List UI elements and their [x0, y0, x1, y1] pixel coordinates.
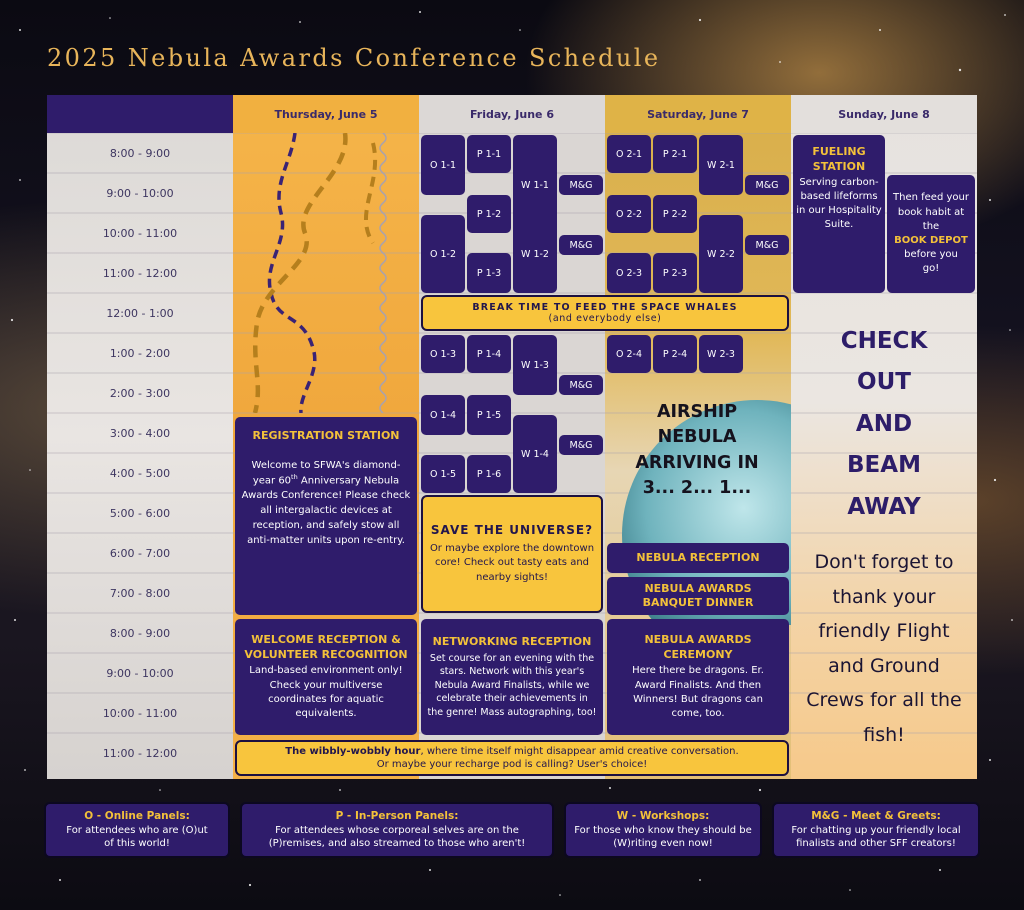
wavy-lines-decoration: [233, 133, 419, 413]
fueling-body: Serving carbon-based lifeforms in our Hospitality Suite.: [796, 176, 882, 231]
legend-in-person-panels: [240, 802, 554, 858]
book-depot-pre: Then feed your book habit at the: [893, 192, 969, 232]
fueling-station-panel[interactable]: [793, 135, 885, 293]
session-tile[interactable]: W 2-1: [699, 135, 743, 195]
session-tile[interactable]: M&G: [559, 235, 603, 255]
session-tile[interactable]: W 2-2: [699, 215, 743, 293]
time-label: 9:00 - 10:00: [106, 186, 174, 200]
friday-header: Friday, June 6: [419, 95, 605, 133]
session-tile[interactable]: M&G: [559, 175, 603, 195]
wibbly-bold: The wibbly-wobbly hour: [285, 745, 421, 757]
session-tile[interactable]: O 1-4: [421, 395, 465, 435]
session-tile[interactable]: P 1-4: [467, 335, 511, 373]
session-tile[interactable]: M&G: [559, 375, 603, 395]
saturday-header: Saturday, June 7: [605, 95, 791, 133]
registration-body: [241, 458, 411, 548]
session-tile[interactable]: P 2-4: [653, 335, 697, 373]
time-label: 8:00 - 9:00: [109, 626, 171, 640]
session-tile[interactable]: P 2-2: [653, 195, 697, 233]
wibbly-line-2: Or maybe your recharge pod is calling? User's choice!: [376, 759, 648, 770]
time-label: 10:00 - 11:00: [102, 706, 178, 720]
thank-crews-text: Don't forget to thank your friendly Flight and Ground Crews for all the fish!: [806, 551, 962, 746]
session-tile[interactable]: W 1-3: [513, 335, 557, 395]
session-tile[interactable]: M&G: [745, 175, 789, 195]
legend-workshops: [564, 802, 762, 858]
legend-meet-and-greets: [772, 802, 980, 858]
session-tile[interactable]: W 1-4: [513, 415, 557, 493]
time-label: 1:00 - 2:00: [109, 346, 171, 360]
networking-body: Set course for an evening with the stars. Network with this year's Nebula Award Finalists, while we celebrate their achievements in the genre! Mass autographing, too!: [427, 652, 597, 718]
legend-title: M&G - Meet & Greets:: [811, 810, 941, 823]
time-label: 11:00 - 12:00: [102, 746, 178, 760]
legend-title: O - Online Panels:: [84, 810, 190, 823]
nebula-reception-title: NEBULA RECEPTION: [636, 550, 760, 564]
time-label: 3:00 - 4:00: [109, 426, 171, 440]
time-label: 5:00 - 6:00: [109, 506, 171, 520]
save-universe-title: SAVE THE UNIVERSE?: [430, 522, 594, 537]
nebula-reception-panel[interactable]: [607, 543, 789, 573]
session-tile[interactable]: M&G: [559, 435, 603, 455]
fueling-title: FUELING STATION: [812, 145, 866, 173]
save-universe-body: Or maybe explore the downtown core! Check out tasty eats and nearby sights!: [429, 542, 595, 583]
ceremony-title: NEBULA AWARDS CEREMONY: [644, 632, 752, 661]
session-tile[interactable]: P 1-3: [467, 253, 511, 293]
break-title: BREAK TIME TO FEED THE SPACE WHALES: [472, 302, 738, 313]
time-label: 4:00 - 5:00: [109, 466, 171, 480]
break-banner: [421, 295, 789, 331]
wibbly-wobbly-banner[interactable]: [235, 740, 789, 776]
session-tile[interactable]: P 1-1: [467, 135, 511, 173]
registration-superscript: th: [291, 472, 298, 481]
ceremony-body: Here there be dragons. Er. Award Finalists. And then Winners! But dragons can come, too.: [632, 665, 764, 720]
session-tile[interactable]: P 2-3: [653, 253, 697, 293]
session-tile[interactable]: W 1-2: [513, 215, 557, 293]
book-depot-panel[interactable]: [887, 175, 975, 293]
session-tile[interactable]: O 1-5: [421, 455, 465, 493]
time-label: 2:00 - 3:00: [109, 386, 171, 400]
banquet-title: NEBULA AWARDS BANQUET DINNER: [642, 582, 754, 609]
registration-body-part: Welcome to SFWA's diamond-year 60: [251, 459, 401, 487]
legend-body: For attendees who are (O)ut of this world!: [66, 824, 208, 850]
legend-body: For those who know they should be (W)riting even now!: [574, 824, 752, 850]
session-tile[interactable]: W 1-1: [513, 135, 557, 235]
registration-title: REGISTRATION STATION: [252, 429, 400, 442]
time-label: 10:00 - 11:00: [102, 226, 178, 240]
session-tile[interactable]: P 2-1: [653, 135, 697, 173]
legend-title: W - Workshops:: [616, 810, 710, 823]
time-label: 12:00 - 1:00: [106, 306, 174, 320]
legend-body: For chatting up your friendly local finalists and other SFF creators!: [791, 824, 961, 850]
networking-reception-panel[interactable]: [421, 619, 603, 735]
time-label: 8:00 - 9:00: [109, 146, 171, 160]
session-tile[interactable]: O 1-3: [421, 335, 465, 373]
time-label: 9:00 - 10:00: [106, 666, 174, 680]
session-tile[interactable]: P 1-6: [467, 455, 511, 493]
time-label: 7:00 - 8:00: [109, 586, 171, 600]
sunday-header: Sunday, June 8: [791, 95, 977, 133]
session-tile[interactable]: W 2-3: [699, 335, 743, 373]
session-tile[interactable]: P 1-2: [467, 195, 511, 233]
wibbly-line-1: [285, 745, 738, 759]
schedule-grid: [47, 95, 977, 779]
session-tile[interactable]: O 2-1: [607, 135, 651, 173]
session-tile[interactable]: M&G: [745, 235, 789, 255]
time-label: 11:00 - 12:00: [102, 266, 178, 280]
book-depot-post: before you go!: [904, 249, 958, 275]
page-title: 2025 Nebula Awards Conference Schedule: [47, 44, 661, 72]
legend-online-panels: [44, 802, 230, 858]
networking-title: NETWORKING RECEPTION: [432, 634, 592, 648]
session-tile[interactable]: O 2-4: [607, 335, 651, 373]
break-subtitle: (and everybody else): [548, 313, 662, 324]
session-tile[interactable]: O 1-1: [421, 135, 465, 195]
session-tile[interactable]: O 2-2: [607, 195, 651, 233]
legend-title: P - In-Person Panels:: [335, 810, 459, 823]
corner-header: [47, 95, 233, 133]
session-tile[interactable]: P 1-5: [467, 395, 511, 435]
check-out-beam-away-text: CHECK OUT AND BEAM AWAY: [840, 328, 928, 520]
registration-station-panel[interactable]: [235, 417, 417, 615]
banquet-dinner-panel[interactable]: [607, 577, 789, 615]
session-tile[interactable]: O 2-3: [607, 253, 651, 293]
thursday-header: Thursday, June 5: [233, 95, 419, 133]
welcome-body: Land-based environment only! Check your multiverse coordinates for aquatic equivalents.: [249, 665, 403, 720]
save-universe-box[interactable]: [421, 495, 603, 613]
welcome-reception-panel[interactable]: [235, 619, 417, 735]
airship-nebula-text: AIRSHIP NEBULA ARRIVING IN 3... 2... 1...: [635, 402, 759, 499]
registration-body-part: Anniversary Nebula Awards Conference! Please check all intergalactic devices at reception, and safely stow all anti-matter units upon re-entry.: [241, 475, 411, 547]
wibbly-rest: , where time itself might disappear amid creative conversation.: [420, 745, 739, 757]
book-depot-highlight: BOOK DEPOT: [894, 235, 968, 246]
session-tile[interactable]: O 1-2: [421, 215, 465, 293]
welcome-title: WELCOME RECEPTION & VOLUNTEER RECOGNITION: [244, 632, 408, 661]
legend-body: For attendees whose corporeal selves are on the (P)remises, and also streamed to those who aren't!: [268, 824, 526, 850]
awards-ceremony-panel[interactable]: [607, 619, 789, 735]
time-label: 6:00 - 7:00: [109, 546, 171, 560]
